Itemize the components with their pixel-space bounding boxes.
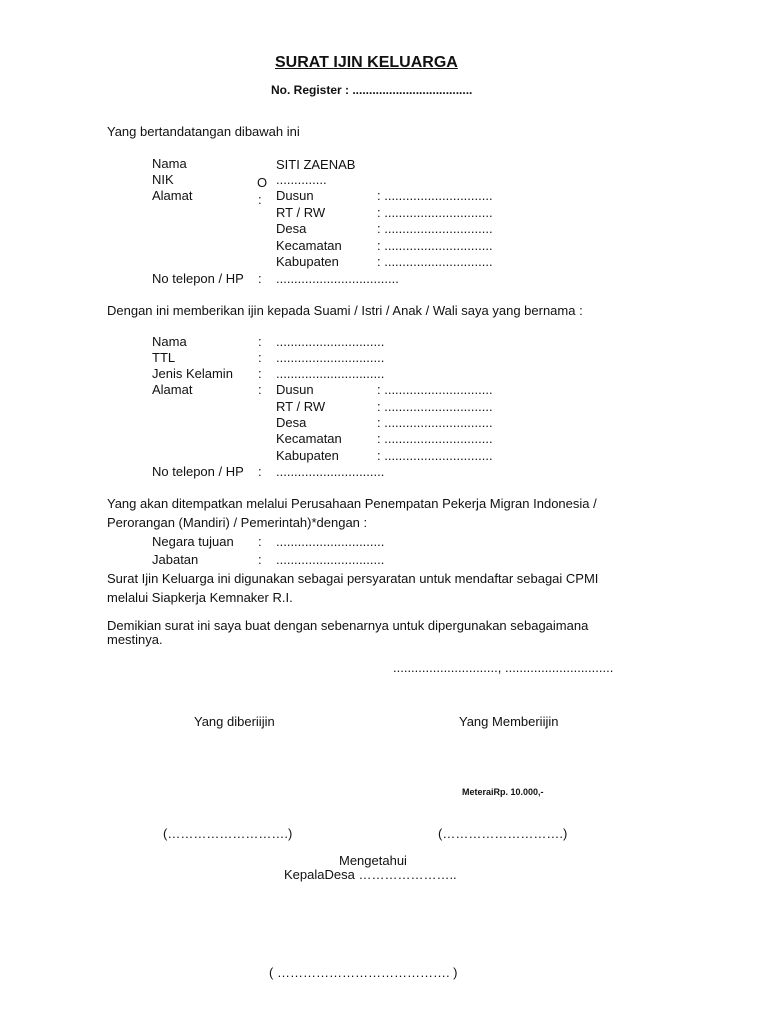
signer-phone-value: .................................. (276, 271, 399, 286)
recipient-kecamatan-value: : .............................. (377, 431, 493, 446)
placement-line-2: Perorangan (Mandiri) / Pemerintah)*dengan : (107, 515, 368, 530)
negara-colon: : (258, 534, 262, 549)
recipient-jk-label: Jenis Kelamin (152, 366, 233, 381)
recipient-rtrw-label: RT / RW (276, 399, 326, 414)
recipient-phone-label: No telepon / HP (152, 464, 244, 479)
negara-value: .............................. (276, 534, 385, 549)
permission-text: Dengan ini memberikan ijin kepada Suami / Istri / Anak / Wali saya yang bernama : (107, 303, 583, 318)
signer-nama-value: SITI ZAENAB (276, 157, 356, 172)
placement-line-1: Yang akan ditempatkan melalui Perusahaan Penempatan Pekerja Migran Indonesia / (107, 496, 597, 511)
recipient-ttl-value: .............................. (276, 350, 385, 365)
signer-phone-label: No telepon / HP (152, 271, 244, 286)
recipient-jk-value: .............................. (276, 366, 385, 381)
document-title: SURAT IJIN KELUARGA (275, 54, 458, 71)
purpose-line-1: Surat Ijin Keluarga ini digunakan sebagai persyaratan untuk mendaftar sebagai CPMI (107, 571, 599, 586)
recipient-alamat-colon: : (258, 382, 262, 397)
signer-colon-mark-2: : (258, 192, 262, 207)
signer-colon-mark: O (257, 175, 268, 190)
signature-bottom: ( …………………………………. ) (269, 965, 458, 980)
recipient-phone-value: .............................. (276, 464, 385, 479)
closing-line-2: mestinya. (107, 632, 163, 647)
signer-alamat-label: Alamat (152, 188, 193, 203)
signer-kabupaten-label: Kabupaten (276, 254, 339, 269)
recipient-rtrw-value: : .............................. (377, 399, 493, 414)
recipient-nama-label: Nama (152, 334, 187, 349)
signer-nik-value: .............. (276, 172, 327, 187)
intro-text: Yang bertandatangan dibawah ini (107, 124, 300, 139)
closing-line-1: Demikian surat ini saya buat dengan sebenarnya untuk dipergunakan sebagaimana (107, 618, 589, 633)
mengetahui-label: Mengetahui (339, 853, 407, 868)
yang-memberiijin-label: Yang Memberiijin (459, 714, 559, 729)
recipient-nama-colon: : (258, 334, 262, 349)
signer-kecamatan-label: Kecamatan (276, 238, 342, 253)
recipient-desa-value: : .............................. (377, 415, 493, 430)
recipient-nama-value: .............................. (276, 334, 385, 349)
register-number: No. Register : .................................... (271, 83, 473, 97)
recipient-dusun-label: Dusun (276, 382, 314, 397)
signer-desa-value: : .............................. (377, 221, 493, 236)
jabatan-colon: : (258, 552, 262, 567)
signer-nama-label: Nama (152, 156, 187, 171)
recipient-kabupaten-label: Kabupaten (276, 448, 339, 463)
recipient-desa-label: Desa (276, 415, 307, 430)
signer-rtrw-value: : .............................. (377, 205, 493, 220)
recipient-jk-colon: : (258, 366, 262, 381)
jabatan-label: Jabatan (152, 552, 199, 567)
signer-nik-label: NIK (152, 172, 174, 187)
place-date: ............................., .............................. (393, 660, 614, 675)
yang-diberiijin-label: Yang diberiijin (194, 714, 275, 729)
materai-label: MeteraiRp. 10.000,- (462, 787, 544, 797)
kepala-desa-label: KepalaDesa ………………….. (284, 867, 457, 882)
recipient-kabupaten-value: : .............................. (377, 448, 493, 463)
signer-kabupaten-value: : .............................. (377, 254, 493, 269)
recipient-ttl-label: TTL (152, 350, 176, 365)
recipient-dusun-value: : .............................. (377, 382, 493, 397)
signer-rtrw-label: RT / RW (276, 205, 326, 220)
signature-left: (……………………….) (163, 826, 293, 841)
jabatan-value: .............................. (276, 552, 385, 567)
signer-dusun-label: Dusun (276, 188, 314, 203)
signer-phone-colon: : (258, 271, 262, 286)
recipient-kecamatan-label: Kecamatan (276, 431, 342, 446)
signer-dusun-value: : .............................. (377, 188, 493, 203)
negara-label: Negara tujuan (152, 534, 234, 549)
recipient-phone-colon: : (258, 464, 262, 479)
recipient-alamat-label: Alamat (152, 382, 193, 397)
signer-kecamatan-value: : .............................. (377, 238, 493, 253)
signer-desa-label: Desa (276, 221, 307, 236)
recipient-ttl-colon: : (258, 350, 262, 365)
signature-right: (……………………….) (438, 826, 568, 841)
purpose-line-2: melalui Siapkerja Kemnaker R.I. (107, 590, 293, 605)
